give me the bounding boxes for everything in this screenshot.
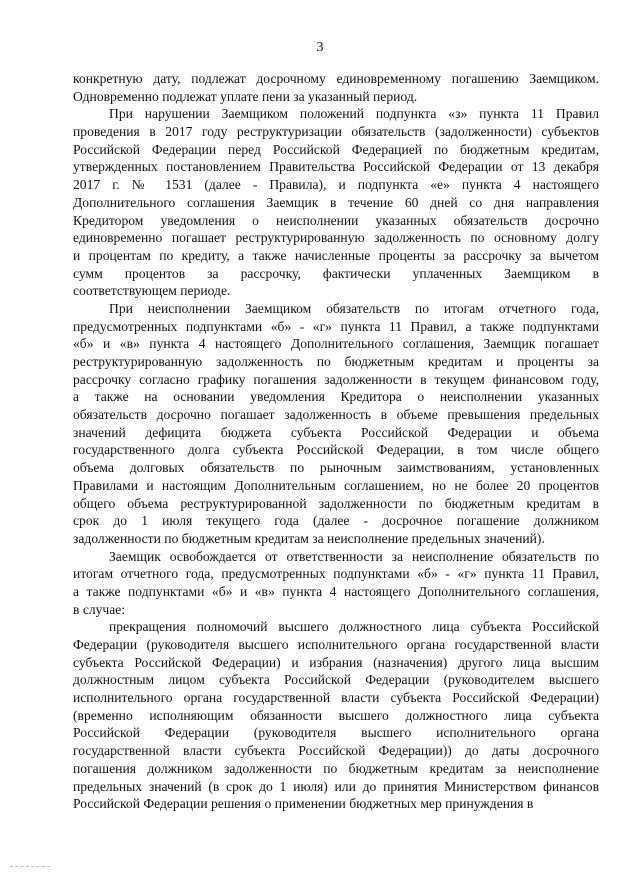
text-line: погашения должником задолженности по бюджетным кредитам за неисполнение (73, 760, 599, 776)
text-line: срок до 1 июля текущего года (далее - досрочное погашение должником (73, 513, 599, 529)
text-line: утвержденных постановлением Правительства Российской Федерации от 13 декабря (73, 159, 599, 175)
text-line: задолженности по бюджетным кредитам за неисполнение предельных значений). (73, 530, 545, 546)
text-line: рассрочку согласно графику погашения задолженности в текущем финансовом году, (73, 371, 599, 387)
text-line: конкретную дату, подлежат досрочному единовременному погашению Заемщиком. (73, 71, 599, 86)
text-line: соответствующем периоде. (73, 283, 231, 299)
text-line: Федерации (руководителя высшего исполнительного органа государственной власти (73, 637, 599, 652)
text-line: предусмотренных подпунктами «б» - «г» пункта 11 Правил, а также подпунктами (73, 318, 599, 334)
paragraph (73, 105, 599, 300)
paragraph (73, 70, 599, 105)
text-line: единовременно погашает реструктурированную задолженность по основному долгу (73, 230, 599, 246)
paragraph (73, 300, 599, 548)
document-body (73, 70, 599, 813)
text-line: государственного долга субъекта Российской Федерации, в том числе общего (73, 442, 599, 458)
text-line: Российской Федерации перед Российской Федерацией по бюджетным кредитам, (73, 141, 599, 157)
text-line: Одновременно подлежат уплате пени за указанный период. (73, 88, 418, 104)
text-line: должностным лицом субъекта Российской Федерации (руководителем высшего (73, 672, 599, 688)
text-line: прекращения полномочий высшего должностного лица субъекта Российской (109, 619, 599, 635)
text-line: обязательств досрочно погашает задолженность в объеме превышения предельных (73, 407, 599, 423)
text-line: сумм процентов за рассрочку, фактически уплаченных Заемщиком в (73, 265, 599, 281)
text-line: «б» и «в» пункта 4 настоящего Дополнительного соглашения, Заемщик погашает (73, 336, 599, 352)
text-line: государственной власти субъекта Российской Федерации)) до даты досрочного (73, 743, 599, 759)
page-number: 3 (316, 40, 324, 55)
paragraph (73, 548, 599, 619)
text-line: Российской Федерации (руководителя высшего исполнительного органа (73, 725, 599, 741)
text-line: реструктурированную задолженность по бюджетным кредитам и проценты за (73, 354, 599, 369)
text-line: 2017 г. № 1531 (далее - Правила), и подпункта «е» пункта 4 настоящего (73, 177, 599, 193)
text-line: Кредитором уведомления о неисполнении указанных обязательств досрочно (73, 212, 599, 228)
text-line: (временно исполняющим обязанности высшего должностного лица субъекта (73, 707, 599, 723)
text-line: Заемщик освобождается от ответственности за неисполнение обязательств по (109, 548, 599, 564)
paragraph (73, 618, 599, 813)
text-line: Российской Федерации решения о применении бюджетных мер принуждения в (73, 796, 534, 812)
text-line: а также на основании уведомления Кредитора о неисполнении указанных (73, 389, 599, 405)
text-line: итогам отчетного года, предусмотренных подпунктами «б» - «г» пункта 11 Правил, (73, 566, 599, 582)
scan-artifact-line (10, 866, 50, 867)
text-line: общего объема реструктурированной задолженности по бюджетным кредитам в (73, 495, 599, 511)
text-line: объема долговых обязательств по рыночным заимствованиям, установленных (73, 460, 599, 476)
text-line: предельных значений (в срок до 1 июля) или до принятия Министерством финансов (73, 778, 599, 794)
text-line: Правилами и настоящим Дополнительным соглашением, но не более 20 процентов (73, 477, 599, 493)
text-line: проведения в 2017 году реструктуризации обязательств (задолженности) субъектов (73, 124, 599, 140)
text-line: и процентам по кредиту, а также начисленные проценты за рассрочку за вычетом (73, 247, 599, 263)
text-line: исполнительного органа государственной власти субъекта Российской Федерации) (73, 690, 599, 706)
text-line: Дополнительного соглашения Заемщик в течение 60 дней со дня направления (73, 194, 599, 210)
text-line: а также подпунктами «б» и «в» пункта 4 настоящего Дополнительного соглашения, (73, 583, 599, 599)
text-line: в случае: (73, 601, 126, 617)
text-line: При нарушении Заемщиком положений подпункта «з» пункта 11 Правил (109, 106, 599, 122)
text-line: субъекта Российской Федерации) и избрания (назначения) другого лица высшим (73, 654, 599, 670)
text-line: значений дефицита бюджета субъекта Российской Федерации и объема (73, 424, 599, 440)
text-line: При неисполнении Заемщиком обязательств по итогам отчетного года, (109, 300, 599, 316)
